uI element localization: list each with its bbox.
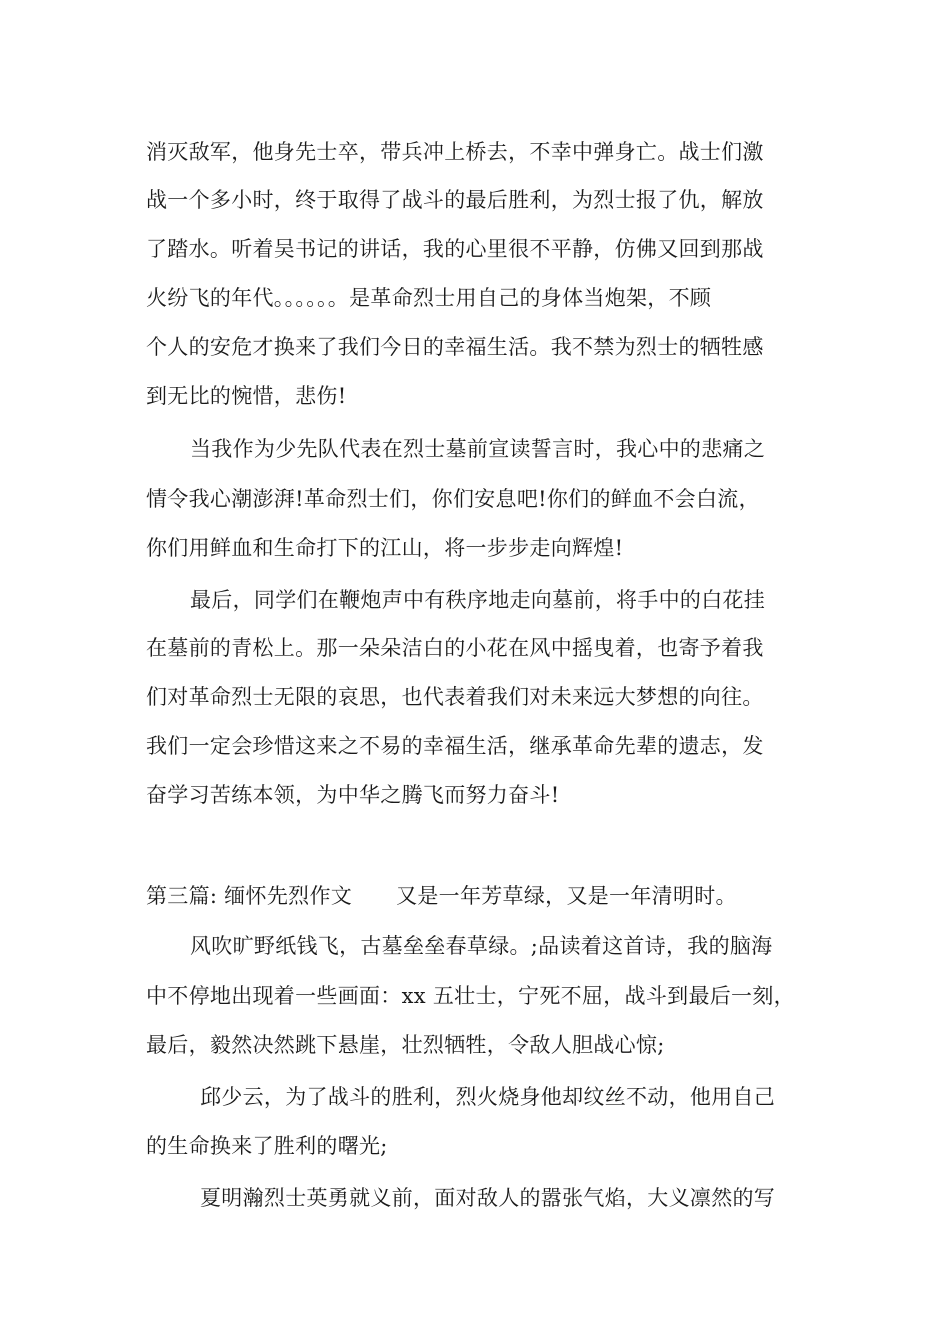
text-line: 最后，同学们在鞭炮声中有秩序地走向墓前，将手中的白花挂 (190, 588, 766, 612)
text-line: 中不停地出现着一些画面：xx 五壮士，宁死不屈，战斗到最后一刻， (146, 984, 795, 1008)
section-heading-line (146, 881, 737, 911)
text-line: 当我作为少先队代表在烈士墓前宣读誓言时，我心中的悲痛之 (190, 437, 766, 461)
text-line: 战一个多小时，终于取得了战斗的最后胜利，为烈士报了仇，解放 (146, 188, 764, 212)
text-line: 们对革命烈士无限的哀思，也代表着我们对未来远大梦想的向往。 (146, 685, 764, 709)
text-line: 个人的安危才换来了我们今日的幸福生活。我不禁为烈士的牺牲感 (146, 335, 764, 359)
text-line: 到无比的惋惜，悲伤! (146, 384, 347, 408)
text-line: 消灭敌军，他身先士卒，带兵冲上桥去，不幸中弹身亡。战士们激 (146, 140, 764, 164)
text-line: 你们用鲜血和生命打下的江山，将一步步走向辉煌! (146, 536, 624, 560)
section-heading: 第三篇: 缅怀先烈作文 (146, 884, 353, 908)
text-line: 奋学习苦练本领，为中华之腾飞而努力奋斗! (146, 783, 560, 807)
text-line: 最后，毅然决然跳下悬崖，壮烈牺牲，令敌人胆战心惊; (146, 1033, 665, 1057)
text-line: 情令我心潮澎湃!革命烈士们，你们安息吧!你们的鲜血不会白流， (146, 487, 760, 511)
text-line: 了踏水。听着吴书记的讲话，我的心里很不平静，仿佛又回到那战 (146, 237, 764, 261)
text-line: 火纷飞的年代。。。。。。是革命烈士用自己的身体当炮架，不顾 (146, 286, 712, 310)
text-line: 的生命换来了胜利的曙光; (146, 1134, 388, 1158)
text-line: 邱少云，为了战斗的胜利，烈火烧身他却纹丝不动，他用自己 (200, 1085, 776, 1109)
text-line: 夏明瀚烈士英勇就义前，面对敌人的嚣张气焰，大义凛然的写 (200, 1186, 776, 1210)
text-line: 我们一定会珍惜这来之不易的幸福生活，继承革命先辈的遗志，发 (146, 734, 764, 758)
text-line: 在墓前的青松上。那一朵朵洁白的小花在风中摇曳着，也寄予着我 (146, 636, 764, 660)
text-line: 风吹旷野纸钱飞，古墓垒垒春草绿。;品读着这首诗，我的脑海 (190, 934, 773, 958)
section-heading-rest: 又是一年芳草绿，又是一年清明时。 (396, 884, 737, 908)
